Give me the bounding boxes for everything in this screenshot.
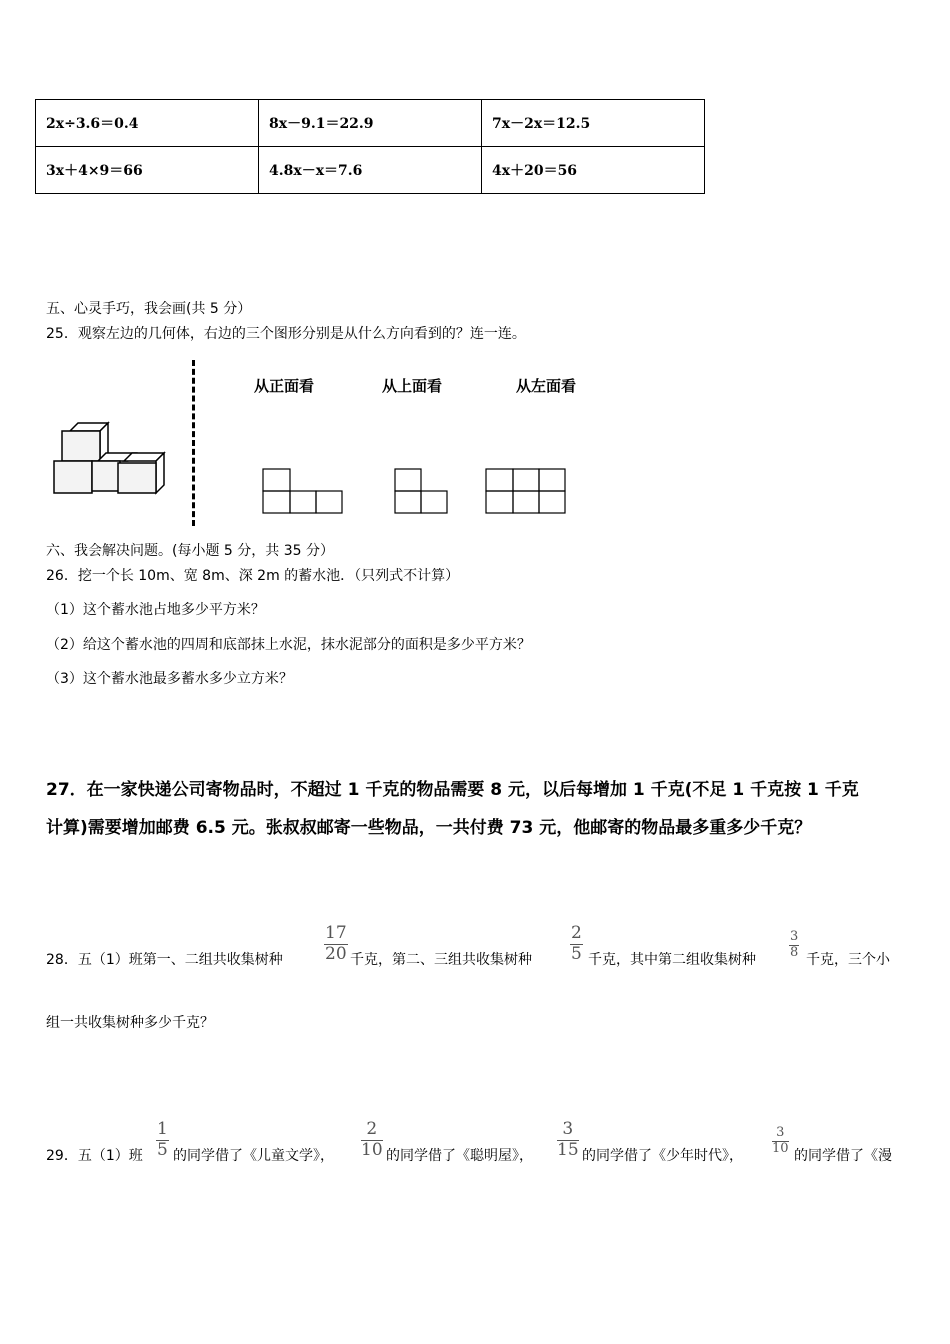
question-27-line-1: 27．在一家快递公司寄物品时，不超过 1 千克的物品需要 8 元，以后每增加 1 千克(不足 1 千克按 1 千克 [46, 780, 859, 800]
question-26-part-3: （3）这个蓄水池最多蓄水多少立方米？ [46, 671, 293, 687]
question-29-text-5: 的同学借了《漫 [794, 1148, 892, 1164]
question-28-text-1: 28．五（1）班第一、二组共收集树种 [46, 952, 283, 968]
question-28-text-4: 千克，三个小 [806, 952, 890, 968]
section-5-title: 五、心灵手巧，我会画(共 5 分） [46, 301, 252, 317]
table-row [36, 100, 705, 147]
equation-cell: 2x÷3.6＝0.4 [36, 100, 259, 147]
fraction-numerator: 2 [571, 923, 582, 943]
fraction [789, 930, 799, 961]
fraction-denominator: 15 [557, 1139, 579, 1160]
fraction-numerator: 2 [361, 1120, 383, 1141]
question-28-text-2: 千克，第二、三组共收集树种 [350, 952, 532, 968]
equation-cell: 4.8x－x＝7.6 [259, 147, 482, 194]
view-label-left: 从左面看 [516, 377, 577, 395]
fraction [570, 924, 583, 964]
fraction [557, 1120, 579, 1160]
fraction [156, 1120, 169, 1160]
cube-solid-figure [40, 415, 180, 510]
equation-cell: 7x－2x＝12.5 [482, 100, 705, 147]
fraction-numerator: 17 [325, 923, 347, 943]
fraction-numerator: 3 [790, 929, 799, 944]
view-shape-2 [394, 468, 450, 516]
question-26-part-1: （1）这个蓄水池占地多少平方米？ [46, 602, 265, 618]
question-29-text-2: 的同学借了《儿童文学》， [173, 1148, 334, 1164]
fraction-denominator: 20 [325, 943, 347, 964]
fraction-numerator: 3 [557, 1120, 579, 1141]
question-27-line-2: 计算)需要增加邮费 6.5 元。张叔叔邮寄一些物品，一共付费 73 元，他邮寄的物品最多重多少千克？ [46, 818, 812, 838]
fraction-numerator: 3 [772, 1126, 789, 1142]
fraction-numerator: 1 [157, 1119, 168, 1139]
question-25: 25．观察左边的几何体，右边的三个图形分别是从什么方向看到的？连一连。 [46, 326, 526, 342]
question-26: 26．挖一个长 10m、宽 8m、深 2m 的蓄水池．（只列式不计算） [46, 568, 460, 584]
question-28-text-3: 千克，其中第二组收集树种 [588, 952, 756, 968]
question-28-line-2: 组一共收集树种多少千克？ [46, 1015, 214, 1031]
fraction-denominator: 10 [361, 1139, 383, 1160]
fraction-denominator: 8 [790, 944, 799, 960]
dashed-divider [192, 360, 195, 526]
question-29-text-4: 的同学借了《少年时代》， [582, 1148, 743, 1164]
question-29-text-3: 的同学借了《聪明屋》， [386, 1148, 533, 1164]
fraction [361, 1120, 383, 1160]
equation-cell: 8x－9.1＝22.9 [259, 100, 482, 147]
view-label-top: 从上面看 [382, 377, 443, 395]
fraction [772, 1126, 789, 1157]
equation-table [35, 99, 705, 194]
fraction [324, 924, 348, 964]
question-29-text-1: 29．五（1）班 [46, 1148, 143, 1164]
equation-cell: 3x＋4×9＝66 [36, 147, 259, 194]
equation-cell: 4x＋20＝56 [482, 147, 705, 194]
fraction-denominator: 5 [571, 943, 582, 964]
view-label-front: 从正面看 [254, 377, 315, 395]
view-shape-3 [485, 468, 569, 516]
section-6-title: 六、我会解决问题。(每小题 5 分，共 35 分） [46, 543, 334, 559]
fraction-denominator: 5 [157, 1139, 168, 1160]
question-26-part-2: （2）给这个蓄水池的四周和底部抹上水泥，抹水泥部分的面积是多少平方米？ [46, 637, 531, 653]
fraction-denominator: 10 [772, 1140, 789, 1156]
table-row [36, 147, 705, 194]
view-shape-1 [262, 468, 346, 516]
